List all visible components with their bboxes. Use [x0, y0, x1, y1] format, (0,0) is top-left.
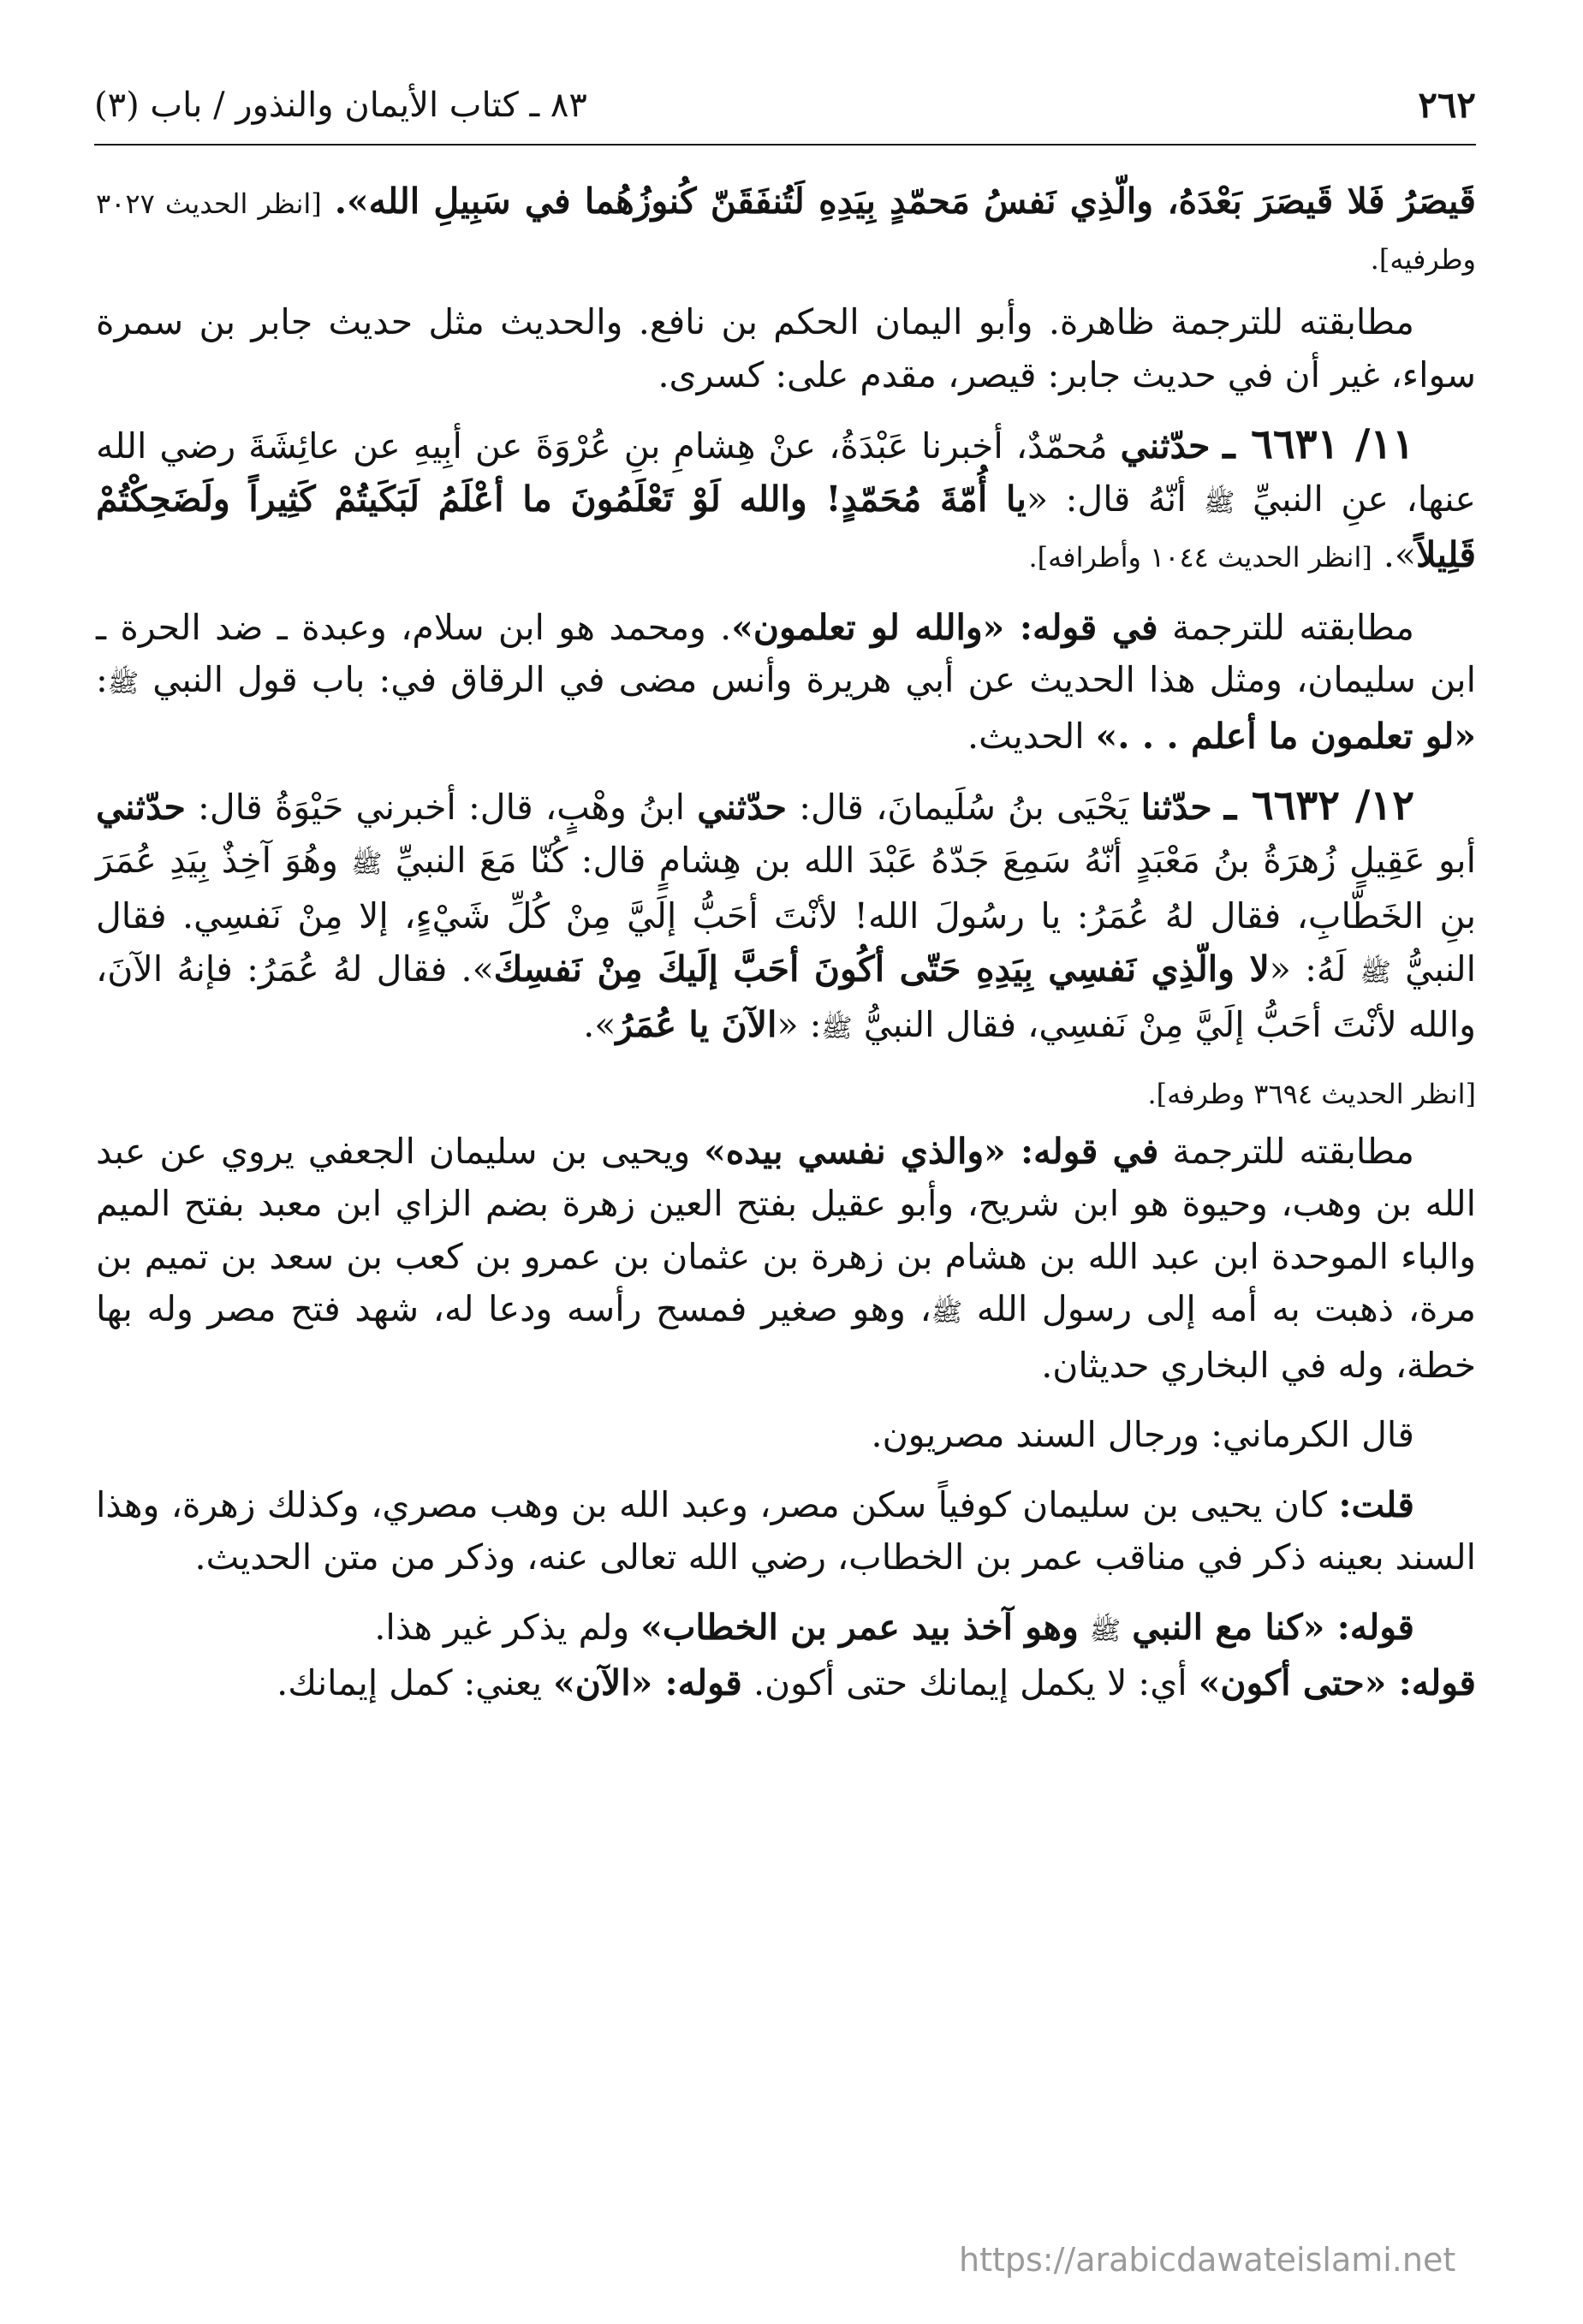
commentary-text: ويحيى بن سليمان الجعفي يروي عن عبد الله بن وهب، وحيوة هو ابن شريح، وأبو عقيل بفتح العين زهرة بضم الزاي ابن معبد بفتح الميم والباء الموحدة ابن عبد الله بن هشام بن زهرة بن عثمان بن عمرو بن كعب بن سعد بن تميم بن مرة، ذهبت به أمه إلى رسول الله: [96, 1130, 1476, 1329]
hadith-lead: حدّثني: [96, 787, 186, 828]
hadith-continuation: [96, 175, 1476, 286]
hadith-text: ».: [1383, 534, 1416, 575]
salawat-symbol: ﷺ: [1089, 1615, 1122, 1646]
commentary-lead: قلت:: [1338, 1483, 1414, 1525]
hadith-reference: [انظر الحديث ٣٠٢٧ وطرفيه].: [96, 187, 1476, 276]
salawat-symbol: ﷺ: [351, 848, 383, 879]
commentary-quote: وهو آخذ بيد عمر بن الخطاب»: [640, 1606, 1079, 1648]
hadith-number: ١١/ ٦٦٣١ ـ: [1223, 420, 1414, 468]
hadith-matn: الآنَ يا عُمَرُ: [616, 1004, 777, 1045]
page-body: [96, 175, 1476, 1710]
hadith-6632: [96, 780, 1476, 1055]
page-header: [94, 75, 1476, 146]
commentary-text: الحديث.: [967, 715, 1085, 757]
chapter-title: ٨٣ ـ كتاب الأيمان والنذور / باب (٣): [94, 86, 587, 125]
page-number: ٢٦٢: [1418, 84, 1476, 126]
hadith-matn: يا أُمّةَ مُحَمّدٍ! والله لَوْ تَعْلَمُونَ ما أعْلَمُ لَبَكَيتُمْ كَثِيراً ولَضَحِكْتُمْ قَلِيلاً: [96, 478, 1476, 575]
hadith-lead: حدّثني: [697, 787, 788, 828]
commentary-text: مطابقته للترجمة: [1172, 1130, 1414, 1172]
hadith-lead: حدّثنا: [1140, 787, 1212, 828]
commentary-text: مطابقته للترجمة: [1171, 606, 1414, 648]
hadith-chain: يَحْيَى بنُ سُلَيمانَ، قال:: [799, 787, 1129, 828]
salawat-symbol: ﷺ: [107, 669, 140, 698]
salawat-symbol: ﷺ: [1204, 487, 1235, 518]
commentary-paragraph: [96, 1657, 1476, 1710]
commentary-text: أي: لا يكمل إيمانك حتى أكون.: [753, 1662, 1187, 1703]
hadith-chain: مُحمّدٌ، أخبرنا عَبْدَةُ، عنْ هِشامِ بنِ عُرْوَةَ عن أبِيهِ عن عائِشَةَ رضي الله عنها، عنِ النبيِّ: [96, 425, 1476, 520]
hadith-number: ١٢/ ٦٦٣٢ ـ: [1223, 782, 1414, 829]
commentary-paragraph: [96, 1126, 1476, 1393]
commentary-text: ولم يذكر غير هذا.: [374, 1606, 630, 1648]
hadith-text: ».: [583, 1004, 616, 1045]
commentary-quote: قوله: «حتى أكون»: [1198, 1662, 1476, 1703]
watermark-url: https://arabicdawateislami.net: [959, 2241, 1456, 2279]
commentary-text: يعني: كمل إيمانك.: [277, 1662, 543, 1703]
commentary-quote: قوله: «الآن»: [553, 1662, 742, 1703]
commentary-paragraph: قال الكرماني: ورجال السند مصريون.: [871, 1414, 1414, 1455]
hadith-text: : «: [777, 1004, 822, 1045]
hadith-text: ». فقال لهُ عُمَرُ: فإنهُ الآنَ، والله لأنْتَ أحَبُّ إلَيَّ مِنْ نَفسِي، فقال النبيُّ: [96, 948, 1476, 1045]
hadith-text: لَهُ: «: [1269, 948, 1347, 990]
hadith-reference: [انظر الحديث ١٠٤٤ وأطرافه].: [1028, 541, 1372, 574]
salawat-symbol: ﷺ: [931, 1298, 963, 1328]
hadith-chain: ابنُ وهْبٍ، قال: أخبرني حَيْوَةُ قال:: [198, 787, 685, 828]
hadith-text: قَيصَرُ فَلا قَيصَرَ بَعْدَهُ، والّذِي نَفسُ مَحمّدٍ بِيَدِهِ لَتُنفَقَنّ كُنوزُهُما في سَبِيلِ الله».: [334, 181, 1476, 222]
commentary-text: كان يحيى بن سليمان كوفياً سكن مصر، وعبد الله بن وهب مصري، وكذلك زهرة، وهذا السند بعينه ذكر في مناقب عمر بن الخطاب، رضي الله تعالى عنه، وذكر من متن الحديث.: [96, 1483, 1476, 1578]
commentary-quote: قوله: «كنا مع النبي: [1132, 1606, 1414, 1648]
hadith-reference: [انظر الحديث ٣٦٩٤ وطرفه].: [1147, 1077, 1476, 1110]
commentary-text: :: [96, 659, 108, 700]
commentary-paragraph: [96, 602, 1476, 764]
hadith-6631: [96, 419, 1476, 585]
hadith-text: أنّهُ قال: «: [1026, 478, 1187, 520]
hadith-lead: حدّثني: [1120, 425, 1211, 467]
hadith-chain: أبو عَقِيلٍ زُهرَةُ بنُ مَعْبَدٍ أنّهُ سَمِعَ جَدّهُ عَبْدَ الله بن هِشامٍ قال: كُنّا مَعَ النبيِّ: [395, 839, 1476, 881]
hadith-matn: لا والّذِي نَفسِي بِيَدِهِ حَتّى أكُونَ أحَبَّ إلَيكَ مِنْ نَفسِكَ: [493, 948, 1270, 990]
commentary-paragraph: [96, 1602, 1476, 1658]
commentary-quote: في قوله: «والذي نفسي بيده»: [704, 1130, 1159, 1172]
commentary-quote: في قوله: «والله لو تعلمون»: [731, 606, 1158, 648]
commentary-paragraph: مطابقته للترجمة ظاهرة. وأبو اليمان الحكم بن نافع. والحديث مثل حديث جابر بن سمرة سواء، غير أن في حديث جابر: قيصر، مقدم على: كسرى.: [96, 301, 1476, 395]
hadith-text: وهُوَ آخِذٌ بِيَدِ عُمَرَ بنِ الخَطّابِ، فقال لهُ عُمَرُ: يا رسُولَ الله! لأنْتَ أحَبُّ إلَيَّ مِنْ كُلِّ شَيْءٍ، إلا مِنْ نَفسِي. فقال النبيُّ: [96, 839, 1476, 990]
commentary-quote: «لو تعلمون ما أعلم . . .»: [1095, 715, 1476, 757]
salawat-symbol: ﷺ: [1360, 957, 1391, 988]
commentary-paragraph: [96, 1479, 1476, 1584]
commentary-text: . ومحمد هو ابن سلام، وعبدة ـ ضد الحرة ـ ابن سليمان، ومثل هذا الحديث عن أبي هريرة وأنس مضى في الرقاق في: باب قول النبي: [96, 606, 1476, 700]
salawat-symbol: ﷺ: [821, 1013, 853, 1043]
commentary-text: ، وهو صغير فمسح رأسه ودعا له، شهد فتح مصر وله بها خطة، وله في البخاري حديثان.: [96, 1288, 1476, 1386]
